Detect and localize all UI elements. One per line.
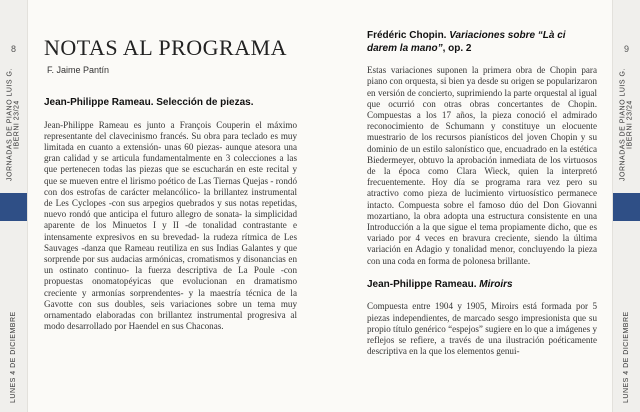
left-page-column	[44, 30, 297, 406]
left-running-head: JORNADAS DE PIANO LUIS G. IBERNI 23/24	[6, 68, 21, 182]
miroirs-heading-plain: Jean-Philippe Rameau.	[367, 278, 480, 290]
left-page-number: 8	[10, 44, 16, 54]
page-title: NOTAS AL PROGRAMA	[44, 35, 288, 60]
miroirs-body: Compuesta entre 1904 y 1905, Miroirs está formada por 5 piezas independientes, de marcado sesgo impresionista que su propio título genérico “espejos” sugiere en lo que a imágenes y reflejos se refiere, a través de una ilustración poéticamente descriptiva en la que los elementos genui-	[367, 301, 597, 357]
miroirs-heading-work-title: Miroirs	[479, 278, 513, 290]
chopin-body: Estas variaciones suponen la primera obra de Chopin para piano con orquesta, si bien ya desde su origen se popularizaron en versión de concierto, suprimiendo la parte orquestal al igual que ocurrió con otras obras concertantes de Chopin. Compuestas a los 17 años, la pieza conoció el admirado reconocimiento de Schumann y constituye un elocuente muestrario de los recursos pianísticos del joven Chopin y su dominio de un estilo salonístico que, encuadrado en la estética Biedermeyer, obtuvo la aprobación inmediata de los virtuosos de la época como Clara Wieck, quien la interpretó frecuentemente. Hoy día se programa rara vez pero su atractivo como pieza de lucimiento virtuosístico permanece intacto. Compuesta sobre el famoso dúo del Don Giovanni mozartiano, la obra adopta una estructura consistente en una Introducción a la que sigue el tema propiamente dicho, que es variado por 4 veces en bravura creciente, siendo la última variación en Adagio y tonalidad menor, concluyendo la pieza con una coda en forma de polonesa brillante.	[367, 65, 597, 266]
right-running-head: JORNADAS DE PIANO LUIS G. IBERNI 23/24	[619, 68, 634, 182]
rameau-selection-body: Jean-Philippe Rameau es junto a François Couperin el máximo representante del clavecinismo francés. Su obra para teclado es muy limitada en cuanto a extensión- unas 60 piezas- aunque atesora una gran calidad y se articula fundamentalmente en 3 colecciones a las que pertenecen todas las piezas que se escucharán en este recital y que se mueven entre el lirismo poético de Las Tiernas Quejas - rondó con dos estrofas de carácter melancólico- la brillantez instrumental de Les Cyclopes -con sus arpegios quebrados y sus notas repetidas, nuevo rondó que anticipa el futuro allegro de sonata- la simplicidad aparente de los Minuetos I y II -de tonalidad contrastante e intensamente expresivos en su brevedad- la rudeza rítmica de Les Sauvages -danza que Rameau reutiliza en sus Indias Galantes y que sorprende por sus audacias armónicas, cromatismos y disonancias en un ostinato continuo- la fuerza descriptiva de La Poule -con propuestas onomatopéyicas que evolucionan en dramatismo creciente y armonías sorprendentes- y la maestría técnica de la Gavotte con sus doubles, seis variaciones sobre un tema muy ornamentado elaboradas con brillantez instrumental progresiva al modo desarrollado por Haendel en sus Chaconas.	[44, 119, 297, 332]
chopin-heading-opus: , op. 2	[442, 42, 472, 54]
rameau-selection-heading: Jean-Philippe Rameau. Selección de piezas.	[44, 97, 254, 108]
right-page-column	[367, 30, 597, 406]
right-accent-bar	[613, 193, 640, 221]
chopin-heading	[367, 30, 597, 55]
left-running-foot: LUNES 4 DE DICIEMBRE	[10, 311, 17, 403]
chopin-heading-work-title: Variaciones sobre “Là ci darem la mano”	[367, 30, 566, 54]
chopin-heading-plain: Frédéric Chopin.	[367, 30, 450, 41]
right-running-foot: LUNES 4 DE DICIEMBRE	[623, 311, 630, 403]
right-page-number: 9	[623, 44, 629, 54]
miroirs-heading	[367, 279, 597, 292]
left-margin-strip	[0, 0, 28, 412]
author-byline: F. Jaime Pantín	[47, 65, 110, 75]
left-accent-bar	[0, 193, 27, 221]
right-margin-strip	[612, 0, 640, 412]
